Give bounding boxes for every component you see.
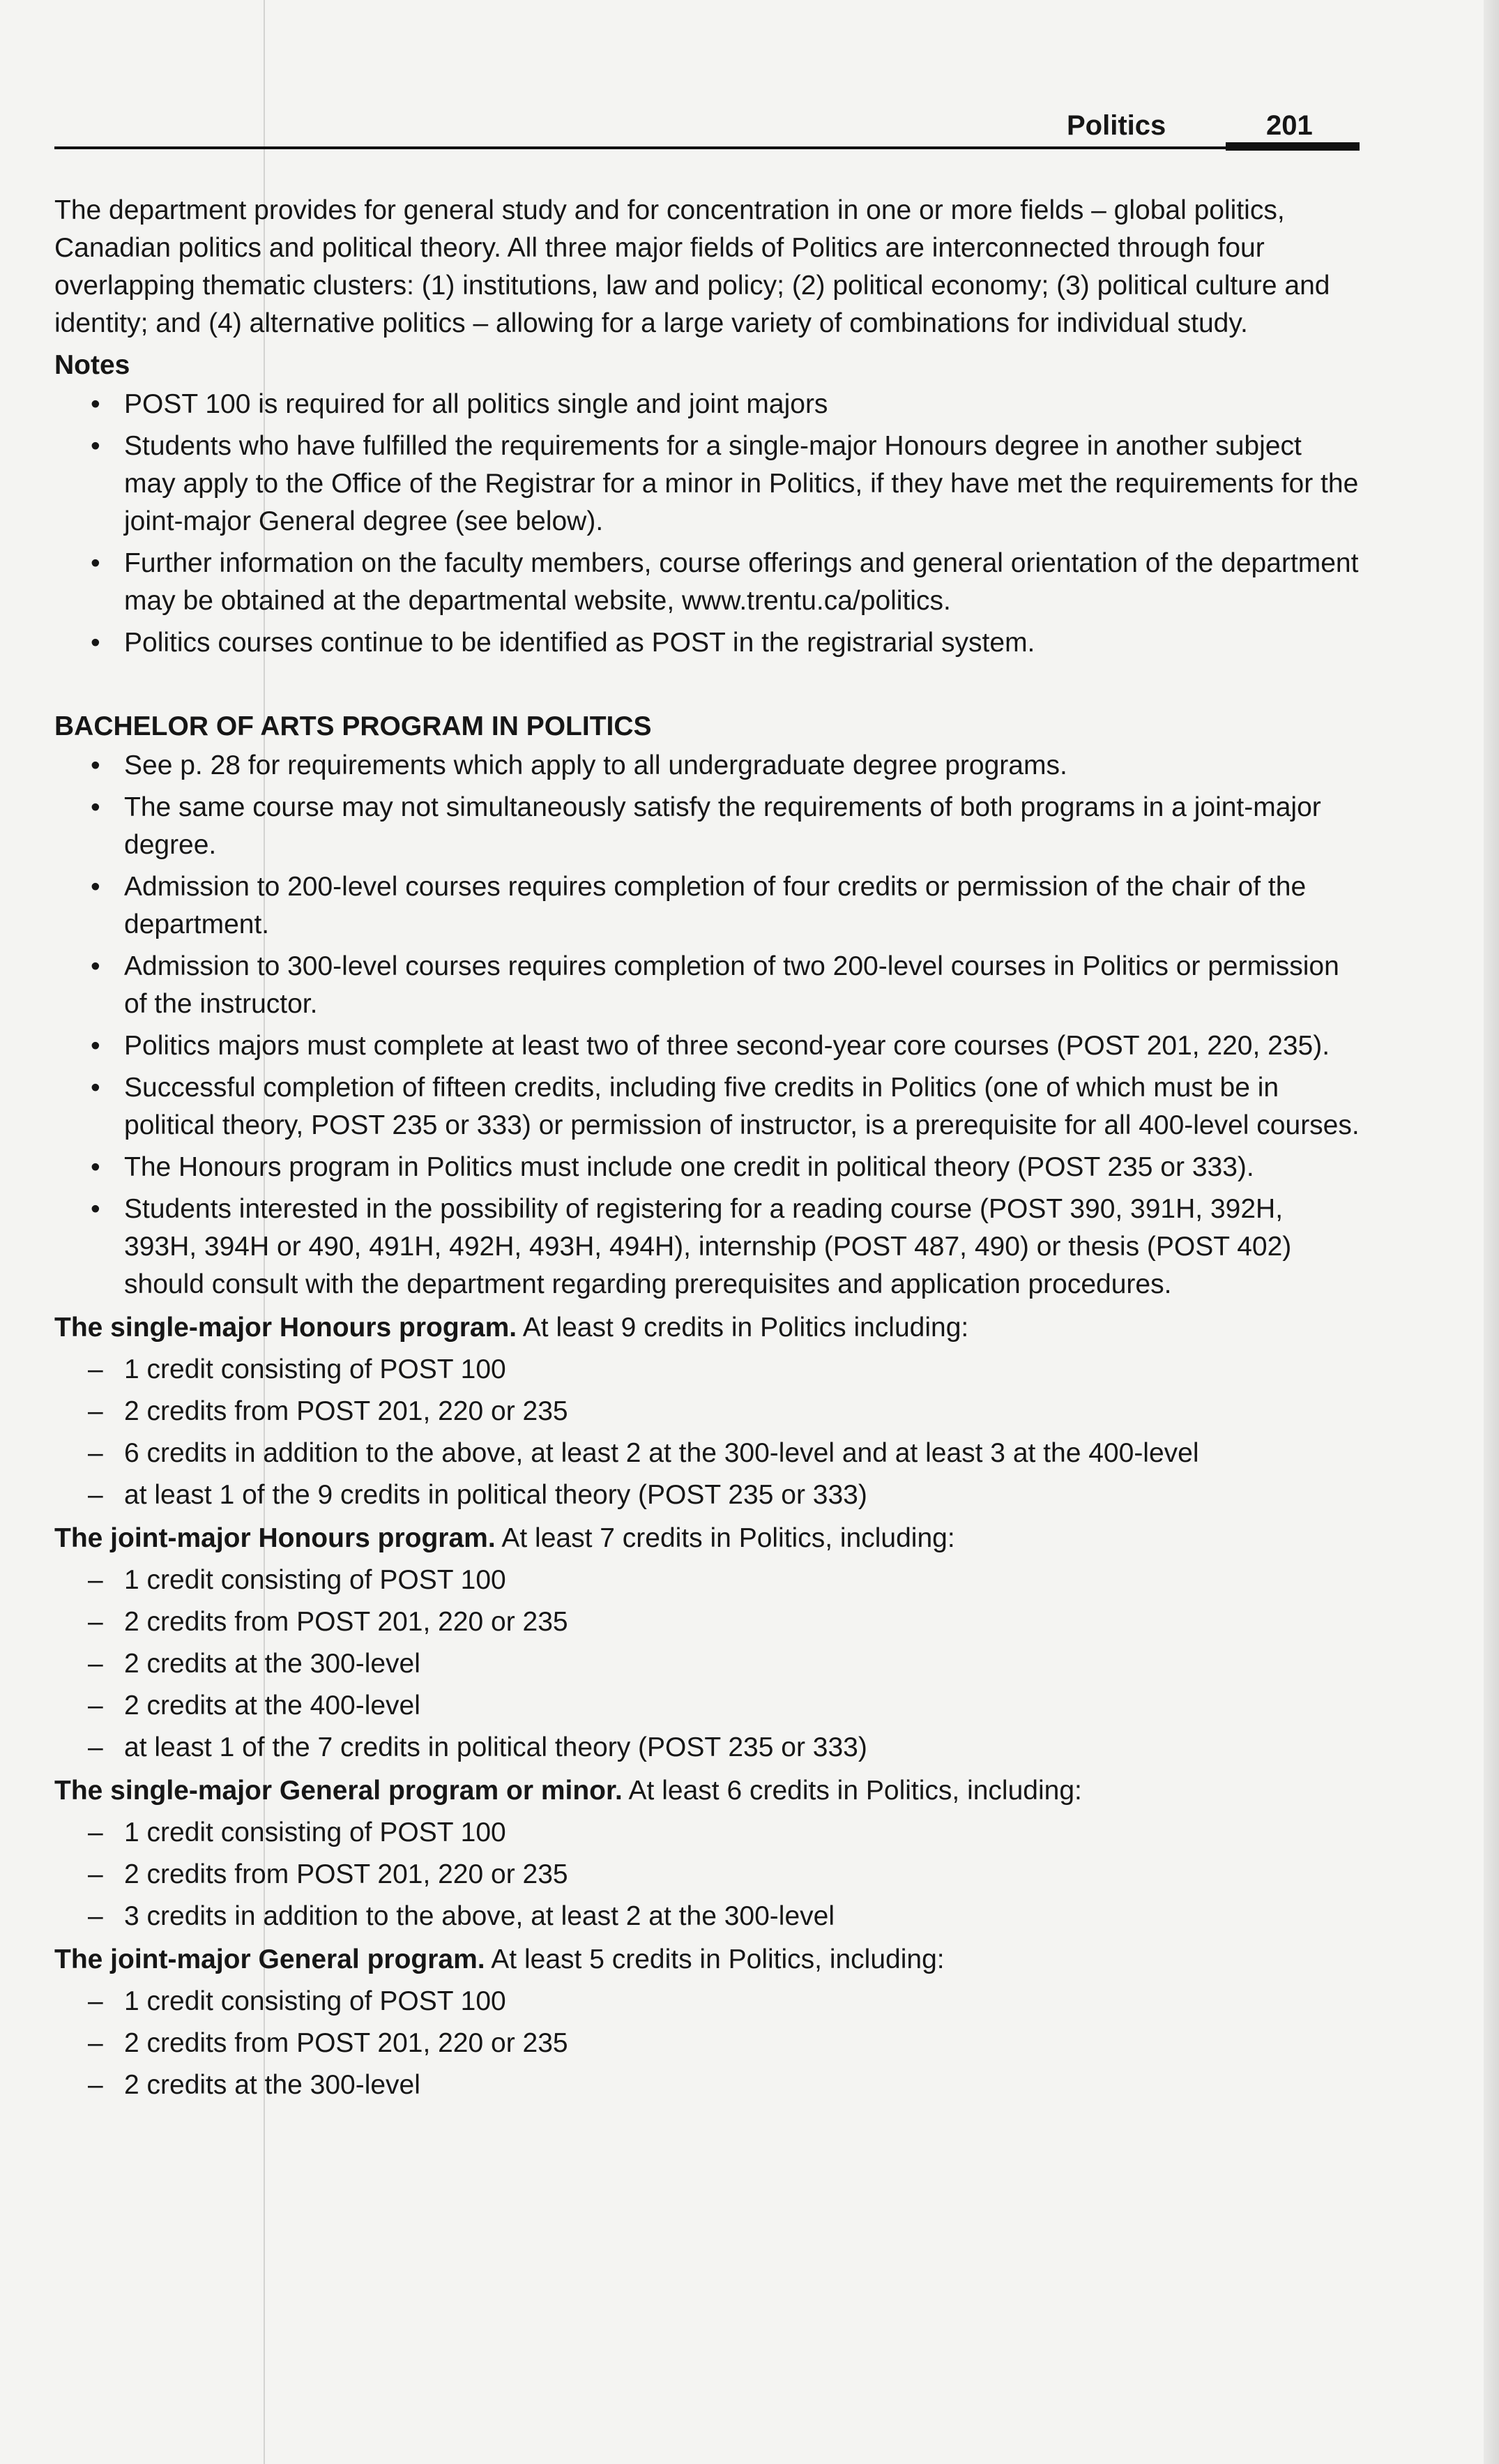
requirement-text: 1 credit consisting of POST 100 [124, 1565, 506, 1595]
notes-heading: Notes [54, 350, 130, 380]
intro-paragraph: The department provides for general study and for concentration in one or more fields – global politics, Canadian politics and political theory. All three major fields of Politics are interconnected through four overlapping thematic clusters: (1) institutions, law and policy; (2) political economy; (3) political culture and identity; and (4) alternative politics – allowing for a large variety of combinations for individual study. [54, 195, 1330, 338]
list-item [54, 789, 1360, 864]
running-header [54, 106, 1360, 148]
list-item-text: Further information on the faculty members, course offerings and general orientation of the department may be obtained at the departmental website, www.trentu.ca/politics. [124, 548, 1359, 616]
list-item-text: Students who have fulfilled the requirements for a single-major Honours degree in another subject may apply to the Office of the Registrar for a minor in Politics, if they have met the requirements for the joint-major General degree (see below). [124, 431, 1359, 536]
dash-icon: – [88, 1901, 103, 1931]
bullet-icon: • [91, 951, 100, 981]
dash-icon: – [88, 1396, 103, 1426]
bullet-icon: • [91, 389, 100, 419]
header-section-title: Politics [1067, 110, 1166, 141]
requirement-text: 2 credits at the 400-level [124, 1691, 420, 1721]
requirement-item [54, 1562, 1360, 1599]
requirement-item [54, 1476, 1360, 1514]
list-item [54, 428, 1360, 541]
dash-icon: – [88, 1354, 103, 1384]
program-intro: At least 7 credits in Politics, including: [501, 1523, 955, 1553]
header-rule [54, 146, 1360, 149]
requirement-text: 2 credits from POST 201, 220 or 235 [124, 1396, 568, 1426]
dash-icon: – [88, 1732, 103, 1762]
program-block [54, 1309, 1360, 1514]
requirement-text: 2 credits from POST 201, 220 or 235 [124, 1607, 568, 1637]
bullet-icon: • [91, 872, 100, 902]
list-item [54, 948, 1360, 1023]
requirement-item [54, 2066, 1360, 2104]
list-item-text: Admission to 200-level courses requires completion of four credits or permission of the chair of the department. [124, 872, 1307, 939]
requirement-text: 3 credits in addition to the above, at least 2 at the 300-level [124, 1901, 835, 1931]
requirement-text: 1 credit consisting of POST 100 [124, 1986, 506, 2016]
program-requirements [54, 1309, 1360, 2104]
page-body [54, 192, 1360, 2104]
dash-icon: – [88, 1986, 103, 2016]
program-intro: At least 5 credits in Politics, including: [491, 1944, 945, 1974]
program-title: The single-major General program or minor. [54, 1776, 623, 1806]
requirement-item [54, 2025, 1360, 2062]
program-requirement-list [54, 1562, 1360, 1767]
list-item [54, 868, 1360, 944]
program-heading [54, 1309, 1360, 1347]
requirement-item [54, 1814, 1360, 1852]
list-item [54, 386, 1360, 423]
requirement-text: 1 credit consisting of POST 100 [124, 1354, 506, 1384]
requirement-item [54, 1898, 1360, 1935]
bullet-icon: • [91, 628, 100, 658]
requirement-item [54, 1645, 1360, 1683]
dash-icon: – [88, 2070, 103, 2100]
program-title: The single-major Honours program. [54, 1313, 517, 1343]
dash-icon: – [88, 2028, 103, 2058]
program-block [54, 1772, 1360, 1935]
requirement-text: 2 credits at the 300-level [124, 2070, 420, 2100]
dash-icon: – [88, 1649, 103, 1679]
list-item-text: Admission to 300-level courses requires completion of two 200-level courses in Politics or permission of the instructor. [124, 951, 1339, 1019]
program-block [54, 1520, 1360, 1767]
dash-icon: – [88, 1859, 103, 1889]
requirement-text: 6 credits in addition to the above, at least 2 at the 300-level and at least 3 at the 400-level [124, 1438, 1199, 1468]
program-heading [54, 1772, 1360, 1810]
list-item-text: Politics majors must complete at least two of three second-year core courses (POST 201, 220, 235). [124, 1031, 1330, 1061]
list-item [54, 624, 1360, 662]
bullet-icon: • [91, 1152, 100, 1182]
requirement-item [54, 1687, 1360, 1725]
program-intro: At least 6 credits in Politics, including: [628, 1776, 1082, 1806]
program-title: The joint-major General program. [54, 1944, 485, 1974]
page-edge-shadow [1484, 0, 1499, 2464]
bullet-icon: • [91, 750, 100, 780]
bullet-icon: • [91, 1194, 100, 1224]
program-requirement-list [54, 1814, 1360, 1935]
dash-icon: – [88, 1607, 103, 1637]
dash-icon: – [88, 1691, 103, 1721]
requirement-text: at least 1 of the 9 credits in political theory (POST 235 or 333) [124, 1480, 867, 1510]
requirement-item [54, 1983, 1360, 2020]
program-block [54, 1941, 1360, 2104]
list-item [54, 747, 1360, 785]
bullet-icon: • [91, 548, 100, 578]
dash-icon: – [88, 1817, 103, 1847]
requirement-item [54, 1603, 1360, 1641]
ba-program-list [54, 747, 1360, 1303]
program-requirement-list [54, 1351, 1360, 1514]
bullet-icon: • [91, 792, 100, 822]
list-item-text: POST 100 is required for all politics single and joint majors [124, 389, 828, 419]
list-item-text: The Honours program in Politics must include one credit in political theory (POST 235 or 333). [124, 1152, 1254, 1182]
list-item [54, 1149, 1360, 1186]
requirement-text: 2 credits at the 300-level [124, 1649, 420, 1679]
program-requirement-list [54, 1983, 1360, 2104]
list-item [54, 1069, 1360, 1144]
list-item-text: See p. 28 for requirements which apply to all undergraduate degree programs. [124, 750, 1067, 780]
notes-list [54, 386, 1360, 662]
dash-icon: – [88, 1565, 103, 1595]
list-item-text: The same course may not simultaneously satisfy the requirements of both programs in a joint-major degree. [124, 792, 1321, 860]
list-item-text: Politics courses continue to be identified as POST in the registrarial system. [124, 628, 1035, 658]
requirement-item [54, 1435, 1360, 1472]
bullet-icon: • [91, 1031, 100, 1061]
program-title: The joint-major Honours program. [54, 1523, 496, 1553]
bullet-icon: • [91, 1073, 100, 1103]
requirement-text: at least 1 of the 7 credits in political theory (POST 235 or 333) [124, 1732, 867, 1762]
list-item [54, 1191, 1360, 1303]
requirement-text: 1 credit consisting of POST 100 [124, 1817, 506, 1847]
bullet-icon: • [91, 431, 100, 461]
dash-icon: – [88, 1438, 103, 1468]
header-bar [1226, 142, 1360, 151]
requirement-item [54, 1393, 1360, 1430]
program-intro: At least 9 credits in Politics including: [522, 1313, 969, 1343]
dash-icon: – [88, 1480, 103, 1510]
page-number: 201 [1266, 110, 1313, 141]
requirement-item [54, 1856, 1360, 1894]
program-heading [54, 1941, 1360, 1979]
list-item [54, 545, 1360, 620]
requirement-text: 2 credits from POST 201, 220 or 235 [124, 1859, 568, 1889]
section-spacer [54, 666, 1360, 708]
requirement-text: 2 credits from POST 201, 220 or 235 [124, 2028, 568, 2058]
list-item-text: Students interested in the possibility of registering for a reading course (POST 390, 391H, 392H, 393H, 394H or 490, 491H, 492H, 493H, 494H), internship (POST 487, 490) or thesis (POST 402) should consult with the department regarding prerequisites and application procedures. [124, 1194, 1292, 1299]
ba-program-heading: BACHELOR OF ARTS PROGRAM IN POLITICS [54, 711, 652, 741]
program-heading [54, 1520, 1360, 1557]
requirement-item [54, 1351, 1360, 1389]
list-item [54, 1027, 1360, 1065]
requirement-item [54, 1729, 1360, 1767]
list-item-text: Successful completion of fifteen credits, including five credits in Politics (one of which must be in political theory, POST 235 or 333) or permission of instructor, is a prerequisite for all 400-level courses. [124, 1073, 1360, 1140]
